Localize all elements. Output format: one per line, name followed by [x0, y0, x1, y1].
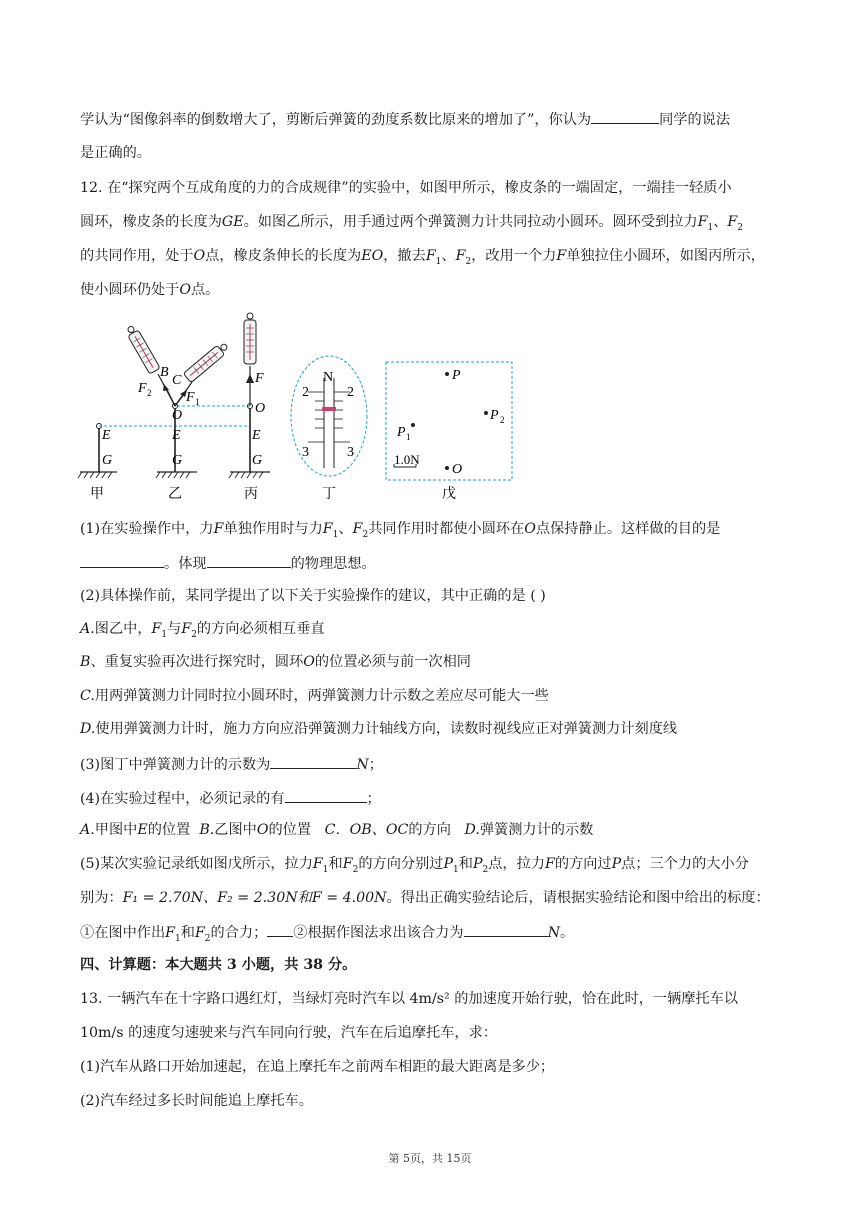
option-letter: C. [80, 688, 95, 704]
subscript: 2 [737, 222, 743, 233]
subscript: 2 [362, 529, 369, 540]
text: 乙图中 [214, 822, 257, 838]
figure-jia [78, 424, 117, 503]
text: 使用弹簧测力计时，施力方向应沿弹簧测力计轴线方向，读数时视线应正对弹簧测力计刻度线 [95, 721, 678, 737]
text: 的方向过 [554, 856, 612, 872]
label-B: B [160, 365, 169, 380]
symbol: F [727, 214, 738, 230]
label-G: G [102, 453, 113, 468]
experiment-figure [72, 308, 522, 508]
text-line [80, 143, 800, 163]
option-letter: D. [80, 721, 96, 737]
symbol: O [179, 282, 191, 298]
label-F: F [255, 371, 264, 386]
option-letter: B [80, 654, 91, 670]
text: ②根据作图法求出该合力为 [293, 925, 464, 941]
symbol: GE [221, 214, 244, 230]
subquestion-13-1 [80, 1057, 800, 1077]
figure-wu [386, 362, 512, 502]
text-line [80, 212, 800, 238]
label-O: O [255, 401, 266, 416]
subscript: 1 [707, 222, 714, 233]
option-letter: A. [80, 822, 95, 838]
label-F2-sub: 2 [147, 388, 152, 398]
text: ，撤去 [383, 248, 426, 264]
caption-jia: 甲 [90, 487, 104, 502]
label-P2: P [490, 408, 499, 423]
option-letter: C． [324, 822, 350, 838]
subscript: 1 [161, 629, 168, 640]
text: 、 [338, 521, 353, 537]
subquestion-2 [80, 586, 800, 606]
text: 的方向分别过 [358, 856, 444, 872]
subscript: 1 [453, 864, 459, 875]
answer-blank[interactable] [80, 552, 164, 568]
symbol: OB、OC [349, 822, 409, 838]
subquestion-1 [80, 519, 800, 545]
label-C: C [172, 373, 182, 388]
label-O: O [172, 408, 183, 423]
symbol: F [322, 521, 333, 537]
label-F1: F [186, 390, 195, 405]
subscript: 2 [191, 629, 197, 640]
symbol: N [356, 757, 369, 773]
text: 使小圆环仍处于 [80, 282, 180, 298]
symbol: O [524, 521, 536, 537]
text: 甲图中 [94, 822, 138, 838]
subscript: 1 [322, 864, 329, 875]
text: 。得出正确实验结论后，请根据实验结论和图中给出的标度： [386, 890, 770, 906]
text-line [80, 888, 800, 908]
text: (2)具体操作前，某同学提出了以下关于实验操作的建议，其中正确的是 ( ) [80, 588, 546, 604]
caption-wu: 戊 [442, 487, 456, 502]
text: 点。 [190, 282, 220, 298]
caption-bing: 丙 [244, 487, 258, 502]
symbol: F [352, 521, 363, 537]
scale-label: 1.0N [394, 452, 420, 467]
text: 的共同作用，处于 [80, 248, 194, 264]
text: (3)图丁中弹簧测力计的示数为 [80, 757, 271, 773]
text: 别为： [80, 890, 123, 906]
symbol: O [256, 822, 269, 838]
option-C [80, 686, 800, 706]
symbol: F [544, 856, 555, 872]
label-P2-sub: 2 [500, 415, 505, 425]
text: 、重复实验再次进行探究时，圆环 [90, 654, 304, 670]
label-F2: F [138, 381, 147, 396]
caption-yi: 乙 [168, 487, 182, 502]
answer-blank[interactable] [285, 787, 367, 803]
option-A: A.图乙中，$F_1$与$F_2$的方向必须相互垂直 [80, 621, 325, 640]
text: (1)汽车从路口开始加速起，在追上摩托车之前两车相距的最大距离是多少； [80, 1059, 555, 1075]
label-E: E [102, 428, 111, 443]
text: ，改用一个力 [471, 248, 557, 264]
text: 单独作用时与力 [223, 521, 323, 537]
text: (1)在实验操作中，力 [80, 521, 214, 537]
option-letter: B. [199, 822, 215, 838]
text: 用两弹簧测力计同时拉小圆环时，两弹簧测力计示数之差应尽可能大一些 [94, 688, 549, 704]
tick-2-left: 2 [302, 385, 309, 400]
text: 图乙中， [94, 621, 152, 637]
option-B [80, 652, 800, 672]
text-line [80, 1023, 800, 1043]
section-heading [80, 955, 800, 975]
symbol: EO [361, 248, 384, 264]
symbol: F [181, 621, 192, 637]
text: 10m/s 的速度匀速驶来与汽车同向行驶，汽车在后追摩托车，求： [80, 1025, 497, 1041]
subquestion-4 [80, 787, 800, 809]
answer-blank[interactable] [464, 921, 548, 937]
symbol: O [303, 654, 315, 670]
symbol: F [342, 856, 353, 872]
subscript: 1 [435, 256, 442, 267]
text: 点保持静止。这样做的目的是 [535, 521, 721, 537]
label-G: G [172, 453, 183, 468]
label-P1: P [397, 425, 406, 440]
symbol: P [472, 856, 483, 872]
text: 是正确的。 [80, 145, 151, 161]
page-footer: 第 5页，共 15页 [388, 1152, 472, 1165]
text: ； [366, 791, 381, 807]
text: (5)某次实验记录纸如图戊所示，拉力 [80, 856, 313, 872]
symbol: F [425, 248, 436, 264]
answer-blank[interactable] [591, 108, 659, 124]
symbol: F [455, 248, 466, 264]
label-P1-sub: 1 [406, 432, 411, 442]
subquestion-3 [80, 753, 800, 775]
subscript: 2 [352, 864, 359, 875]
label-P: P [452, 368, 461, 383]
caption-ding: 丁 [322, 487, 336, 502]
text: 的位置必须与前一次相同 [314, 654, 471, 670]
text: ①在图中作出 [80, 925, 166, 941]
text-line [80, 280, 800, 300]
text: 和 [458, 856, 473, 872]
text: 点；三个力的大小分 [621, 856, 749, 872]
subscript: 1 [175, 933, 181, 944]
answer-blank[interactable] [270, 753, 356, 769]
symbol: O [193, 248, 206, 264]
text: 的物理思想。 [290, 556, 376, 572]
text: 点，橡皮条伸长的长度为 [205, 248, 362, 264]
text: 的方向 [408, 822, 451, 838]
text: 。如图乙所示，用手通过两个弹簧测力计共同拉动小圆环。圆环受到拉力 [243, 214, 698, 230]
tick-2-right: 2 [347, 385, 354, 400]
figure-bing [229, 313, 270, 502]
label-E: E [172, 428, 181, 443]
tick-3-right: 3 [347, 445, 354, 460]
symbol: F [556, 248, 567, 264]
text: 点，拉力 [488, 856, 545, 872]
text: 同学的说法 [659, 112, 731, 128]
text-line [80, 108, 800, 130]
option-D [80, 719, 800, 739]
label-O: O [452, 462, 463, 477]
text: 的方向必须相互垂直 [196, 621, 325, 637]
question-13-line [80, 989, 800, 1009]
text: 、 [441, 248, 456, 264]
question-12-line [80, 178, 800, 198]
text: 、 [713, 214, 728, 230]
label-G: G [252, 453, 263, 468]
symbol: E [137, 822, 148, 838]
text: 的位置 [268, 822, 312, 838]
text-line: ①在图中作出$F_1$和$F_2$的合力； ②根据作图法求出该合力为 N。 [80, 921, 800, 949]
force-values: F₁ = 2.70N、F₂ = 2.30N和F = 4.00N [122, 890, 387, 906]
text: 和 [180, 925, 195, 941]
tick-3-left: 3 [302, 445, 309, 460]
text: 学认为“图像斜率的倒数增大了，剪断后弹簧的劲度系数比原来的增加了”，你认为 [80, 112, 592, 128]
symbol: F [312, 856, 323, 872]
symbol: F [165, 925, 175, 941]
text: (2)汽车经过多长时间能追上摩托车。 [80, 1093, 313, 1109]
text: 弹簧测力计的示数 [479, 822, 594, 838]
text-line [80, 246, 800, 272]
symbol: F [697, 214, 708, 230]
text: 共同作用时都使小圆环在 [368, 521, 525, 537]
symbol: N [547, 925, 560, 941]
text: 。体现 [164, 556, 207, 572]
symbol: F [213, 521, 224, 537]
subscript: 2 [465, 256, 472, 267]
option-letter: D. [464, 822, 480, 838]
figure-yi [124, 324, 230, 502]
subquestion-4-options [80, 820, 800, 840]
label-E: E [252, 428, 261, 443]
symbol: F [194, 925, 205, 941]
text: 四、计算题：本大题共 3 小题，共 38 分。 [80, 957, 357, 973]
answer-blank[interactable] [207, 552, 291, 568]
subscript: 2 [204, 933, 211, 944]
text: 13. 一辆汽车在十字路口遇红灯，当绿灯亮时汽车以 4m/s² 的加速度开始行驶，恰在此时，一辆摩托车以 [80, 991, 739, 1007]
label-N: N [323, 370, 334, 385]
symbol: F [151, 621, 162, 637]
figure-ding [291, 356, 367, 502]
text: 单独拉住小圆环，如图丙所示， [566, 248, 765, 264]
answer-blank[interactable] [267, 921, 293, 937]
text: 12. 在“探究两个互成角度的力的合成规律”的实验中，如图甲所示，橡皮条的一端固定，一端挂一轻质小 [80, 180, 732, 196]
symbol: P [611, 856, 622, 872]
text: 的位置 [147, 822, 191, 838]
symbol: P [443, 856, 453, 872]
option-letter: A. [80, 621, 95, 637]
text: (4)在实验过程中，必须记录的有 [80, 791, 285, 807]
text: 和 [328, 856, 343, 872]
text: ； [368, 757, 383, 773]
subscript: 2 [482, 864, 489, 875]
subquestion-5 [80, 854, 800, 880]
subscript: 1 [332, 529, 339, 540]
label-F1-sub: 1 [195, 397, 200, 407]
text-line [80, 552, 800, 574]
text: 的合力； [210, 925, 268, 941]
text: 圆环，橡皮条的长度为 [80, 214, 222, 230]
subquestion-13-2 [80, 1091, 800, 1111]
